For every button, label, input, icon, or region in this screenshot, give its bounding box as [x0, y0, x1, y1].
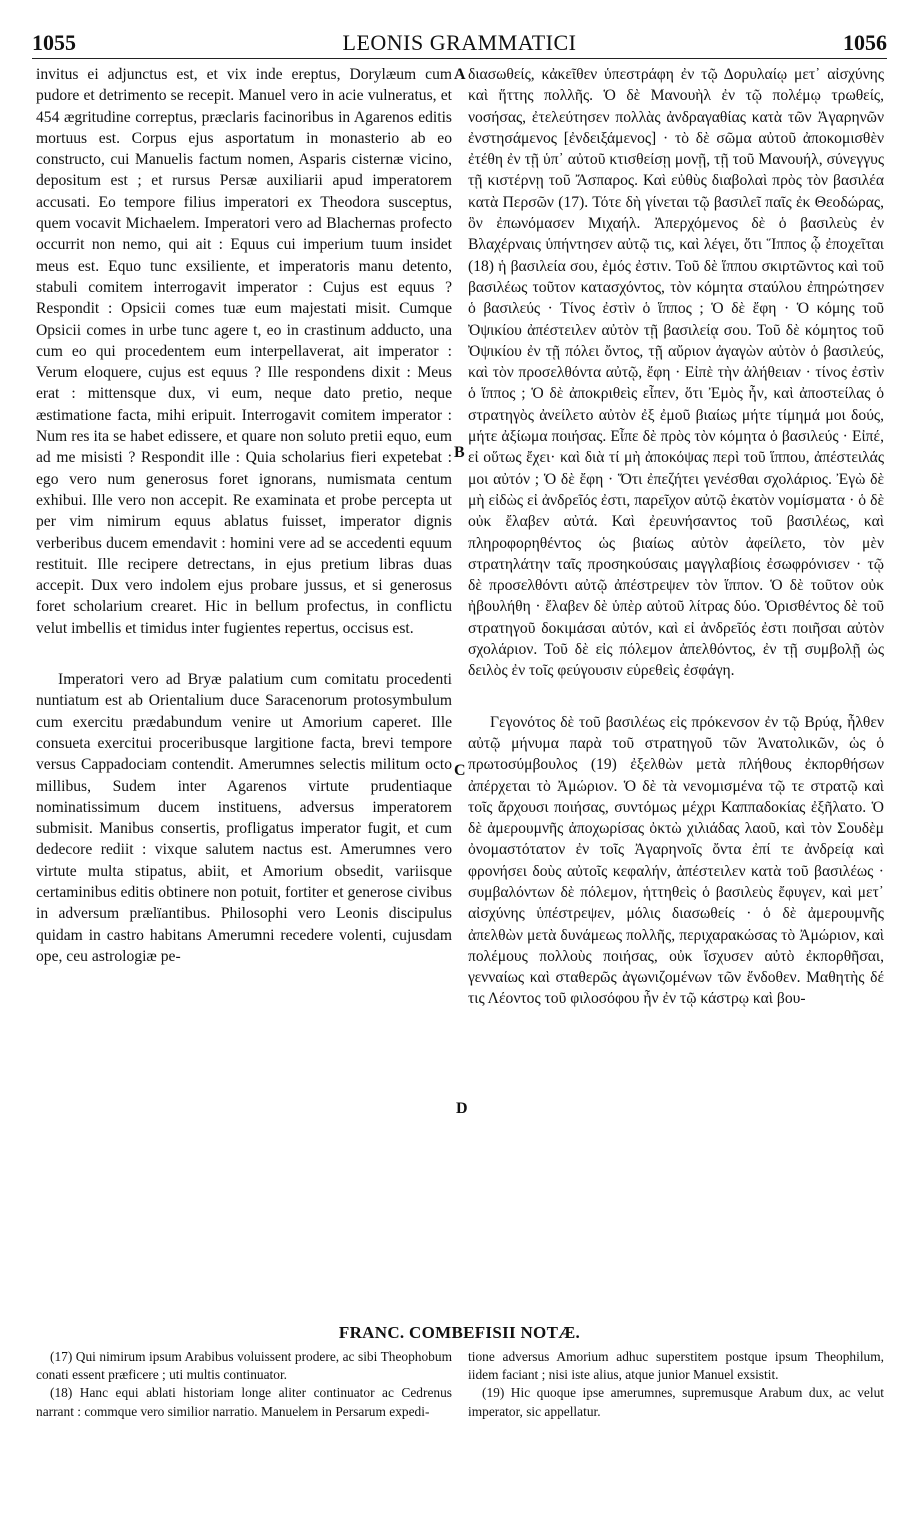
margin-letter-c: C	[454, 762, 466, 779]
greek-column	[468, 64, 884, 1010]
margin-letter-d: D	[456, 1100, 468, 1117]
notes-title: FRANC. COMBEFISII NOTÆ.	[338, 1323, 581, 1342]
notes-column-right	[468, 1348, 884, 1421]
note-18-continued: tione adversus Amorium adhuc superstitem postque ipsum Theophilum, iidem faciant ; nisi iste alius, atque junior Manuel exsistit.	[468, 1349, 884, 1383]
note-19: (19) Hic quoque ipse amerumnes, supremusque Arabum dux, ac velut imperator, sic appellatur.	[468, 1385, 884, 1419]
page-header	[0, 30, 919, 60]
greek-paragraph-1: διασωθείς, κἀκεῖθεν ὑπεστράφη ἐν τῷ Δορυλαίῳ μετ᾽ αἰσχύνης καὶ ἥττης πολλῆς. Ὁ δὲ Μανουὴλ ἐν τῷ πολέμῳ τρωθείς, νοσήσας, ἐτελεύτησεν πολλὰς ἀνδραγαθίας κατὰ τῶν Ἀγαρηνῶν ἐνστησάμενος [ἐνδειξάμενος] · τὸ δὲ σῶμα αὐτοῦ ἀποκομισθὲν ἐτέθη ἐν τῇ ὑπ᾽ αὐτοῦ κτισθείσῃ μονῇ, τῇ τοῦ Μανουήλ, σύνεγγυς τῇ κιστέρνῃ τοῦ Ἄσπαρος. Καὶ εὐθὺς διαβολαὶ πρὸς τὸν βασιλέα κατὰ Περσῶν (17). Τότε δὴ γίνεται τῷ βασιλεῖ παῖς ἐκ Θεοδώρας, ὃν ἐπωνόμασεν Μιχαήλ. Ἀπερχόμενος δὲ ὁ βασιλεὺς ἐν Βλαχέρναις ὑπήντησεν αὐτῷ τις, καὶ λέγει, ὅτι Ἵππος ᾧ ἐποχεῖται (18) ἡ βασιλεία σου, ἐμός ἐστιν. Τοῦ δὲ ἵππου σκιρτῶντος καὶ τοῦ βασιλέως τοῦτον κατασχόντος, τὸν κόμητα σταύλου ἐπηρώτησεν ὁ βασιλεύς · Τίνος ἐστὶν ὁ ἵππος ; Ὁ δὲ ἔφη · Ὁ κόμης τοῦ Ὀψικίου ἀπέστειλεν αὐτὸν τῇ βασιλείᾳ σου. Τοῦ δὲ κόμητος τοῦ Ὀψικίου ἐν τῇ πόλει ὄντος, τῇ αὔριον ἀγαγὼν αὐτὸν ὁ βασιλεύς, καὶ τὸν προσελθόντα αὐτῷ, ἔφη · Εἰπὲ τὴν ἀλήθειαν · τίνος ἐστὶν ὁ ἵππος ; Ὁ δὲ ἀποκριθεὶς εἶπεν, ὅτι Ἐμὸς ἦν, καὶ ἀποστείλας ὁ στρατηγὸς ἀνείλετο αὐτὸν ἐξ ἐμοῦ βιαίως μήτε τίμημά μοι δούς, μήτε ἀξίωμα ποιήσας. Εἶπε δὲ πρὸς τὸν κόμητα ὁ βασιλεύς · Εἰπέ, εἰ οὕτως ἔχει· καὶ διὰ τί μὴ ἀποκόψας περὶ τοῦ ἵππου, ἀπέστειλάς μοι αὐτόν ; Ὁ δὲ ἔφη · Ὅτι ἐπεζήτει γενέσθαι σχολάριος. Ἐγὼ δὲ μὴ εἰδὼς εἰ ἀνδρεῖός ἐστι, παρεῖχον αὐτῷ ἑκατὸν νομίσματα · ὁ δὲ οὐκ ἔλαβεν αὐτά. Καὶ ἐρευνήσαντος τοῦ βασιλέως, καὶ πληροφορηθέντος ὡς βιαίως αὐτὸν ἀφείλετο, τὸν μὲν στρατηλάτην ταῖς προσηκούσαις μαγγλαβίοις ἐσωφρόνισεν · τῷ δὲ προσελθόντι αὐτῷ ἀπέστρεψεν τὸν ἵππον. Ὁ δὲ τοῦτον οὐκ ἠβουλήθη · ἔλαβεν δὲ ὑπὲρ αὐτοῦ λίτρας δύο. Ὁρισθέντος δὲ τοῦ στρατηγοῦ δοκιμάσαι αὐτόν, καὶ εἰ ἀνδρεῖός ἐστι ποιῆσαι αὐτὸν σχολάριον. Τοῦ δὲ εἰς πόλεμον ἀπελθόντος, ἐν τῇ συμβολῇ ὡς δειλὸς ἐν τοῖς φεύγουσιν εὑρεθεὶς ἐσφάγη.	[468, 66, 884, 680]
page-number-right: 1056	[843, 30, 887, 55]
margin-letter-b: B	[454, 444, 465, 461]
margin-letter-a: A	[454, 66, 466, 83]
note-18: (18) Hanc equi ablati historiam longe aliter continuator ac Cedrenus narrant : commque vero similior narratio. Manuelem in Persarum expedi-	[36, 1385, 452, 1419]
latin-paragraph-1: invitus ei adjunctus est, et vix inde ereptus, Dorylæum cum pudore et detrimento se recepit. Manuel vero in acie vulneratus, et 454 ægritudine correptus, præclaris facinoribus in Agarenos editis mortuus est. Corpus ejus asportatum in monasterio ab eo constructo, cui Manuelis factum nomen, Asparis cisternæ vicino, depositum est ; et rursus Persæ auxiliarii apud imperatorem accusati. Eo tempore filius imperatori ex Theodora susceptus, quem vocavit Michaelem. Imperatori vero ad Blachernas profecto occurrit non nemo, qui ait : Equus cui imperium tuum insidet meus est. Equo tunc exsiliente, et imperatoris manu detento, stabuli comitem interrogavit imperator : Cujus est equus ? Respondit : Opsicii comes tuæ eum majestati misit. Cumque Opsicii comes in urbe tunc agere t, eo in crastinum adducto, una cum eo qui procedentem eum interpellaverat, ait imperator : Verum eloquere, cujus est equus ? Ille respondens dixit : Meus erat : mittensque dux, vi eum, neque dato pretio, neque æstimatione facta, mihi eripuit. Interrogavit comitem imperator : Num res ita se habet edissere, et quare non soluto pretii equo, eum ad me misisti ? Respondit ille : Quia scholarius fieri expetebat : ego vero num generosus foret ignorans, numismata centum exhibui. Ille vero non accepit. Re examinata et probe percepta ut per vim nimirum equus ablatus fuisset, imperator dignis verberibus ducem emendavit : homini vere ad se accedenti equum restituit. Ille recipere detrectans, in ejus pretium libras duas accepit. Dux vero indolem ejus probare jussus, et si generosus foret scholarium crearet. Hic in bellum profectus, in conflictu velut imbellis et timidus inter fugientes repertus, occisus est.	[36, 66, 452, 637]
latin-column	[36, 64, 452, 967]
latin-paragraph-2: Imperatori vero ad Bryæ palatium cum comitatu procedenti nuntiatum est ab Orientalium duce Saracenorum protosymbulum cum exercitu prædabundum venire ut Amorium caperet. Ille consueta exercitui proceribusque largitione facta, brevi tempore versus Cappadociam contendit. Amerumnes selectis militum octo millibus, Sudem inter Agarenos virtute prudentiaque nominatissimum ducem instituens, adversus imperatorem submisit. Manibus consertis, profligatus imperator fugit, et cum dedecore rediit : vixque salutem nactus est. Amerumnes vero virtute multa stipatus, abiit, et Amorium obsedit, variisque certaminibus editis obtinere non potuit, fortiter et generose civibus in adversum prælïantibus. Philosophi vero Leonis discipulus quidam in castro habitans Amerumni recedere volenti, cujusdam ope, ceu astrologiæ pe-	[36, 671, 452, 965]
running-title: LEONIS GRAMMATICI	[342, 30, 577, 55]
header-rule	[32, 58, 887, 59]
greek-paragraph-2: Γεγονότος δὲ τοῦ βασιλέως εἰς πρόκενσον ἐν τῷ Βρύᾳ, ἦλθεν αὐτῷ μήνυμα παρὰ τοῦ στρατηγοῦ τῶν Ἀνατολικῶν, ὡς ὁ πρωτοσύμβουλος (19) ἐξελθὼν μετὰ πλήθους ἐκπορθήσων ἀπέρχεται τὸ Ἀμώριον. Ὁ δὲ τὰ νενομισμένα τῷ τε στρατῷ καὶ τοῖς ἄρχουσι ποιήσας, συντόμως μέχρι Καππαδοκίας ἐξῆλατο. Ὁ δὲ ἀμερουμνῆς ἀποχωρίσας ὀκτὼ χιλιάδας λαοῦ, καὶ τὸν Σουδὲμ ὀνομαστότατον ἐν τοῖς Ἀγαρηνοῖς ὄντα ἐπί τε ἀνδρείᾳ καὶ φρονήσει δοὺς αὐτοῖς κεφαλήν, ἀπέστειλεν κατὰ τοῦ βασιλέως · συμβαλόντων δὲ πόλεμον, ἡττηθεὶς ὁ βασιλεὺς ἔφυγεν, καὶ μετ᾽ αἰσχύνης ὑπέστρεψεν, μόλις διασωθείς · ὁ δὲ ἀμερουμνῆς ἀπελθὼν μετὰ δυνάμεως πολλῆς, περιχαρακώσας τὸ Ἀμώριον, καὶ πολέμους πολλοὺς ποιήσας, οὐκ ἴσχυσεν αὐτὸ ἐκπορθῆσαι, γενναίως καὶ σταθερῶς ἀγωνιζομένων τῶν ἔνδοθεν. Μαθητὴς δέ τις Λέοντος τοῦ φιλοσόφου ἦν ἐν τῷ κάστρῳ καὶ βου-	[468, 713, 884, 1008]
page-number-left: 1055	[32, 30, 76, 55]
note-17: (17) Qui nimirum ipsum Arabibus voluissent prodere, ac sibi Theophobum conati essent præficere ; uti multis continuator.	[36, 1349, 452, 1383]
notes-column-left	[36, 1348, 452, 1421]
